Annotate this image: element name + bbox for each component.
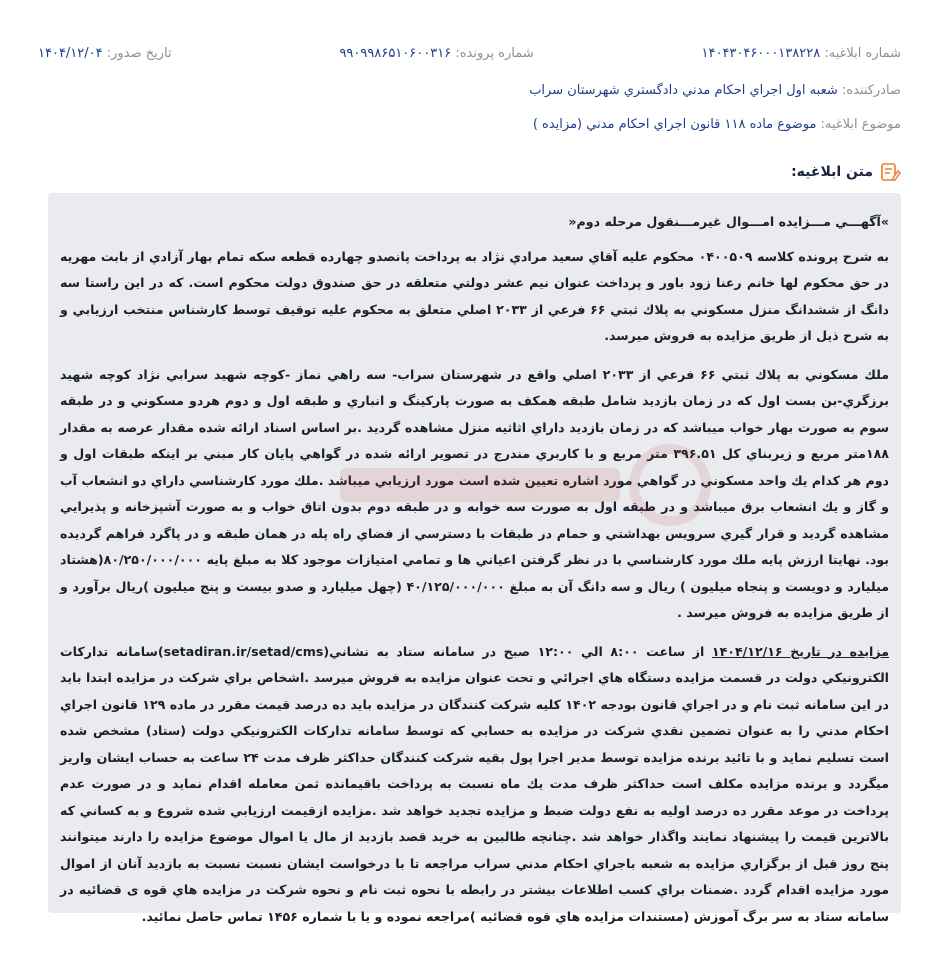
notice-heading: »آگهـــي مـــزايده امـــوال غيرمـــنقول مرحله دوم« [568, 214, 889, 229]
notice-text-title [791, 161, 901, 183]
case-number-value: ۹۹۰۹۹۸۶۵۱۰۶۰۰۳۱۶ [339, 46, 452, 61]
notice-number [702, 46, 902, 61]
notice-number-label: شماره ابلاغیه: [824, 46, 901, 61]
issuer-row [38, 83, 901, 98]
notice-paragraph-3-text: از ساعت ۸:۰۰ الي ۱۲:۰۰ صبح در سامانه ستاد به نشاني(setadiran.ir/setad/cms)سامانه تداركات الكترونيكي دولت در قسمت مزايده دستگاه هاي اجرائي و تحت عنوان مزايده به فروش ميرسد .اشخاص براي شركت در مزايده ابتدا بايد در اين سامانه ثبت نام و در اجراي قانون بودجه ۱۴۰۲ كليه شركت كنندگان در مزايده بايد ده درصد قيمت مقرر در ماده ۱۲۹ قانون اجراي احكام مدني را به عنوان تضمين نقدي شركت در مزايده به حسابي كه توسط سامانه تداركات الكترونيكي دولت (ستاد) مشخص شده است تسليم نمايد و با تائيد برنده مزايده توسط مدير اجرا پول بقيه شركت كنندگان حداكثر ظرف مدت ۲۴ ساعت به حساب ايشان واريز ميگردد و برنده مزايده مكلف است حداكثر ظرف مدت يك ماه نسبت به پرداخت باقيمانده ثمن معامله اقدام نمايد و در صورت عدم پرداخت در موعد مقرر ده درصد اوليه به نفع دولت ضبط و مزايده تجديد خواهد شد .مزايده ازقيمت ارزيابي شده شروع و به كساني كه بالاترين قيمت را پيشنهاد نمايند واگذار خواهد شد .چنانچه طالبين به خريد قصد بازديد از مال يا اموال موضوع مزايده را دارند ميتوانند پنج روز قبل از برگزاري مزايده به شعبه باجراي احكام مدني سراب مراجعه تا با درخواست ايشان نسبت نسبت به بازديد آنان از اموال مورد مزايده اقدام گردد .ضمنات براي كسب اطلاعات بيشتر در رابطه با نحوه ثبت نام و نحوه شركت در مزايده هاي قوه ی قضائيه در سامانه ستاد به سر برگ آموزش (مستندات مزايده هاي قوه قضائيه )مراجعه نموده و يا با شماره ۱۴۵۶ تماس حاصل نمائيد. [60, 643, 889, 924]
notice-body [48, 193, 901, 924]
subject-label: موضوع ابلاغیه: [820, 117, 901, 132]
notice-paragraph-2: ملك مسكوني به پلاك ثبتي ۶۶ فرعي از ۲۰۳۳ اصلي واقع در شهرستان سراب- سه راهي نماز -كوچه شهيد سرابي نژاد كوچه شهيد برزگري-بن بست اول كه در زمان بازديد شامل طبقه همكف به صورت پاركينگ و انباري و طبقه اول و دوم هردو مسكوني و در طبقه سوم به صورت بهار خواب ميباشد كه در زمان بازديد داراي اثاثيه منزل مشاهده گرديد .بر اساس اسناد ارائه شده مقدار عرصه به مقدار ۱۸۸متر مربع و زيربناي كل ۳۹۶.۵۱ متر مربع و با كاربري مندرج در تصوير ارائه شده در گواهي پايان كار مبني بر اينكه طبقات اول و دوم هر كدام يك واحد مسكوني در گواهي مورد اشاره تعيين شده است مورد ارزيابي ميباشد .ملك مورد كارشناسي داراي دو انشعاب آب و گاز و يك انشعاب برق ميباشد و در طبقه اول به صورت سه خوابه و در طبقه دوم بدون اتاق خواب و به صورت آشپزخانه و پذيرايي مشاهده گرديد و قرار گيري سرويس بهداشتي و حمام در طبقات با دسترسي از فضاي راه پله در همان طبقه و در پاگرد فراهم گرديده بود. نهايتا ارزش پايه ملك مورد كارشناسي با در نظر گرفتن اعياني ها و تمامي امتيازات موجود كلا به مبلغ پايه ۸۰/۲۵۰/۰۰۰/۰۰۰(هشتاد ميليارد و دويست و پنجاه ميليون ) ريال و سه دانگ آن به مبلغ ۴۰/۱۲۵/۰۰۰/۰۰۰ (چهل ميليارد و صدو بيست و پنج ميليون )ريال برآورد و از طريق مزايده به فروش ميرسد . [60, 366, 890, 620]
issue-date-label: تاریخ صدور: [106, 46, 172, 61]
case-number-label: شماره پرونده: [455, 46, 534, 61]
subject-value: موضوع ماده ۱۱۸ قانون اجراي احكام مدني (مزايده ) [532, 117, 817, 132]
issuer-value: شعبه اول اجراي احكام مدني دادگستري شهرستان سراب [529, 83, 838, 98]
issue-date [38, 46, 172, 61]
subject-row [38, 117, 901, 132]
notice-meta-row [38, 46, 901, 61]
note-edit-icon [879, 161, 901, 183]
case-number [339, 46, 533, 61]
auction-date-text: مزايده در تاريخ ۱۴۰۴/۱۲/۱۶ [711, 643, 889, 659]
notice-paragraph-3 [60, 639, 889, 931]
notice-text-title-label: متن ابلاغیه: [791, 164, 873, 180]
issue-date-value: ۱۴۰۴/۱۲/۰۴ [38, 46, 103, 61]
notice-number-value: ۱۴۰۴۳۰۴۶۰۰۰۱۳۸۲۲۸ [701, 46, 821, 61]
notice-paragraph-1: به شرح پرونده كلاسه ۰۴۰۰۵۰۹ محكوم عليه آقاي سعيد مرادي نژاد به پرداخت پانصدو چهارده قطعه سكه تمام بهار آزادي از بابت مهريه در حق محكوم لها خانم رعنا زود باور و پرداخت عنوان نيم عشر دولتي متعلقه در حق صندوق دولت محكوم است. كه در اين راستا سه دانگ از ششدانگ منزل مسكوني به پلاك ثبتي ۶۶ فرعي از ۲۰۳۳ اصلي متعلق به محكوم عليه توقيف توسط كارشناس منتخب ارزيابي و به شرح ذيل از طريق مزايده به فروش ميرسد. [60, 248, 889, 343]
issuer-label: صادرکننده: [841, 83, 901, 98]
